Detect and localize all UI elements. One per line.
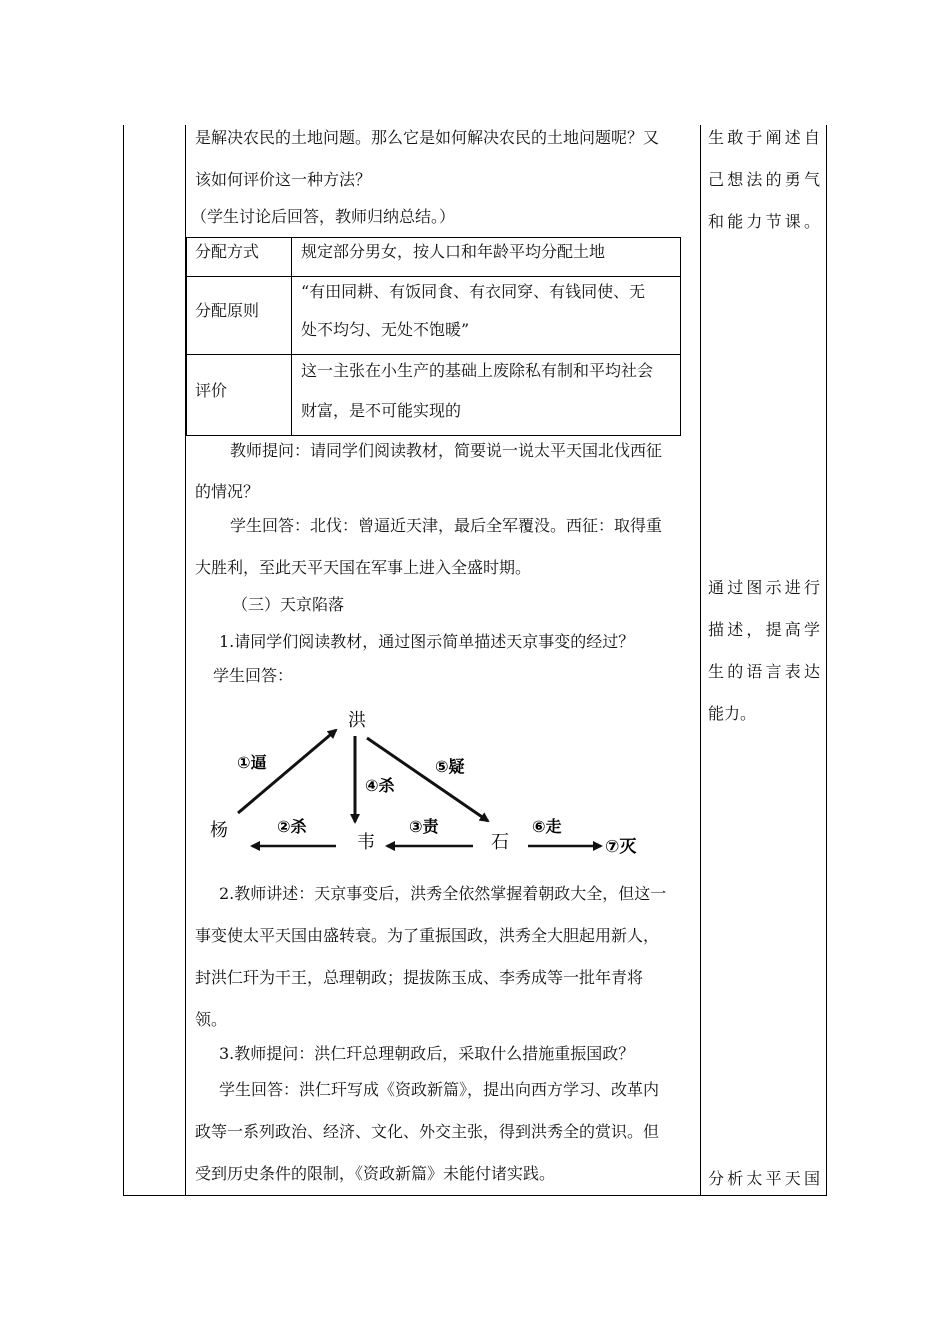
sidebar-note-2-line: 生的语言表达: [708, 662, 820, 681]
edge-label-sha2: ②杀: [277, 817, 307, 836]
intro-line-2: 该如何评价这一种方法？: [195, 170, 372, 189]
teacher-question-1-line-1: 教师提问：请同学们阅读教材，简要说一说太平天国北伐西征: [230, 441, 663, 460]
edge-label-ze: ③责: [409, 817, 439, 836]
section-heading: （三）天京陷落: [232, 595, 345, 614]
table-label-method: 分配方式: [195, 242, 260, 261]
table-value-principle-2: 处不均匀、无处不饱暖”: [301, 320, 470, 339]
table-border-left: [123, 125, 124, 1196]
student-answer-1-line-2: 大胜利，至此天平天国在军事上进入全盛时期。: [195, 558, 532, 577]
table-border-right: [826, 125, 827, 1196]
table-border-col2: [700, 125, 701, 1196]
sidebar-note-1-line: 己想法的勇气: [708, 170, 820, 189]
teacher-question-1-line-2: 的情况？: [195, 482, 260, 501]
paragraph-2-line-2: 事变使太平天国由盛转衰。为了重振国政，洪秀全大胆起用新人，: [195, 926, 660, 945]
table-value-method: 规定部分男女，按人口和年龄平均分配土地: [301, 242, 606, 261]
edge-label-yi: ⑤疑: [435, 757, 465, 776]
node-mie: ⑦灭: [605, 837, 637, 857]
question-1: 1.请同学们阅读教材，通过图示简单描述天京事变的经过？: [219, 632, 635, 651]
student-answer-1-line-1: 学生回答：北伐：曾逼近天津，最后全军覆没。西征：取得重: [230, 516, 663, 535]
node-hong: 洪: [348, 710, 366, 731]
sidebar-note-2-line: 通过图示进行: [708, 578, 820, 597]
sidebar-note-1-line: 生敢于阐述自: [708, 128, 820, 147]
answer-3-line-3: 受到历史条件的限制，《资政新篇》未能付诸实践。: [195, 1164, 556, 1183]
answer-3-line-2: 政等一系列政治、经济、文化、外交主张，得到洪秀全的赏识。但: [195, 1122, 660, 1141]
question-1-answer: 学生回答：: [213, 666, 294, 685]
table-label-principle: 分配原则: [195, 301, 260, 320]
sidebar-note-2-line: 描述，提高学: [708, 620, 820, 639]
node-yang: 杨: [210, 820, 228, 841]
question-3: 3.教师提问：洪仁玕总理朝政后，采取什么措施重振国政？: [219, 1044, 635, 1063]
paragraph-2-line-3: 封洪仁玕为干王，总理朝政；提拔陈玉成、李秀成等一批年青将: [195, 968, 644, 987]
sidebar-note-3-line: 分析太平天国: [708, 1169, 820, 1188]
sidebar-note-1-line: 和能力节课。: [708, 212, 820, 231]
edge-label-zou: ⑥走: [532, 817, 562, 836]
edge-label-bi: ①逼: [237, 753, 267, 772]
sidebar-note-2-line: 能力。: [708, 704, 757, 723]
intro-line-1: 是解决农民的土地问题。那么它是如何解决农民的土地问题呢？又: [195, 128, 660, 147]
sidebar-note-1: [708, 117, 820, 243]
paragraph-2-line-1: 2.教师讲述：天京事变后，洪秀全依然掌握着朝政大全，但这一: [219, 884, 667, 903]
table-value-evaluation-2: 财富，是不可能实现的: [301, 401, 462, 420]
sidebar-note-3: [708, 1158, 820, 1200]
node-wei: 韦: [357, 832, 375, 853]
tianjing-incident-diagram: [195, 700, 675, 870]
table-value-principle-1: “有田同耕、有饭同食、有衣同穿、有钱同使、无: [301, 282, 646, 301]
table-value-evaluation-1: 这一主张在小生产的基础上废除私有制和平均社会: [301, 361, 654, 380]
sidebar-note-2: [708, 567, 820, 735]
answer-3-line-1: 学生回答：洪仁玕写成《资政新篇》，提出向西方学习、改革内: [219, 1080, 660, 1099]
discussion-note: （学生讨论后回答，教师归纳总结。）: [191, 207, 456, 226]
paragraph-2-line-4: 领。: [195, 1010, 228, 1029]
table-label-evaluation: 评价: [195, 381, 228, 400]
land-distribution-table: [186, 237, 681, 436]
node-shi: 石: [491, 832, 509, 853]
edge-label-sha4: ④杀: [365, 776, 395, 795]
